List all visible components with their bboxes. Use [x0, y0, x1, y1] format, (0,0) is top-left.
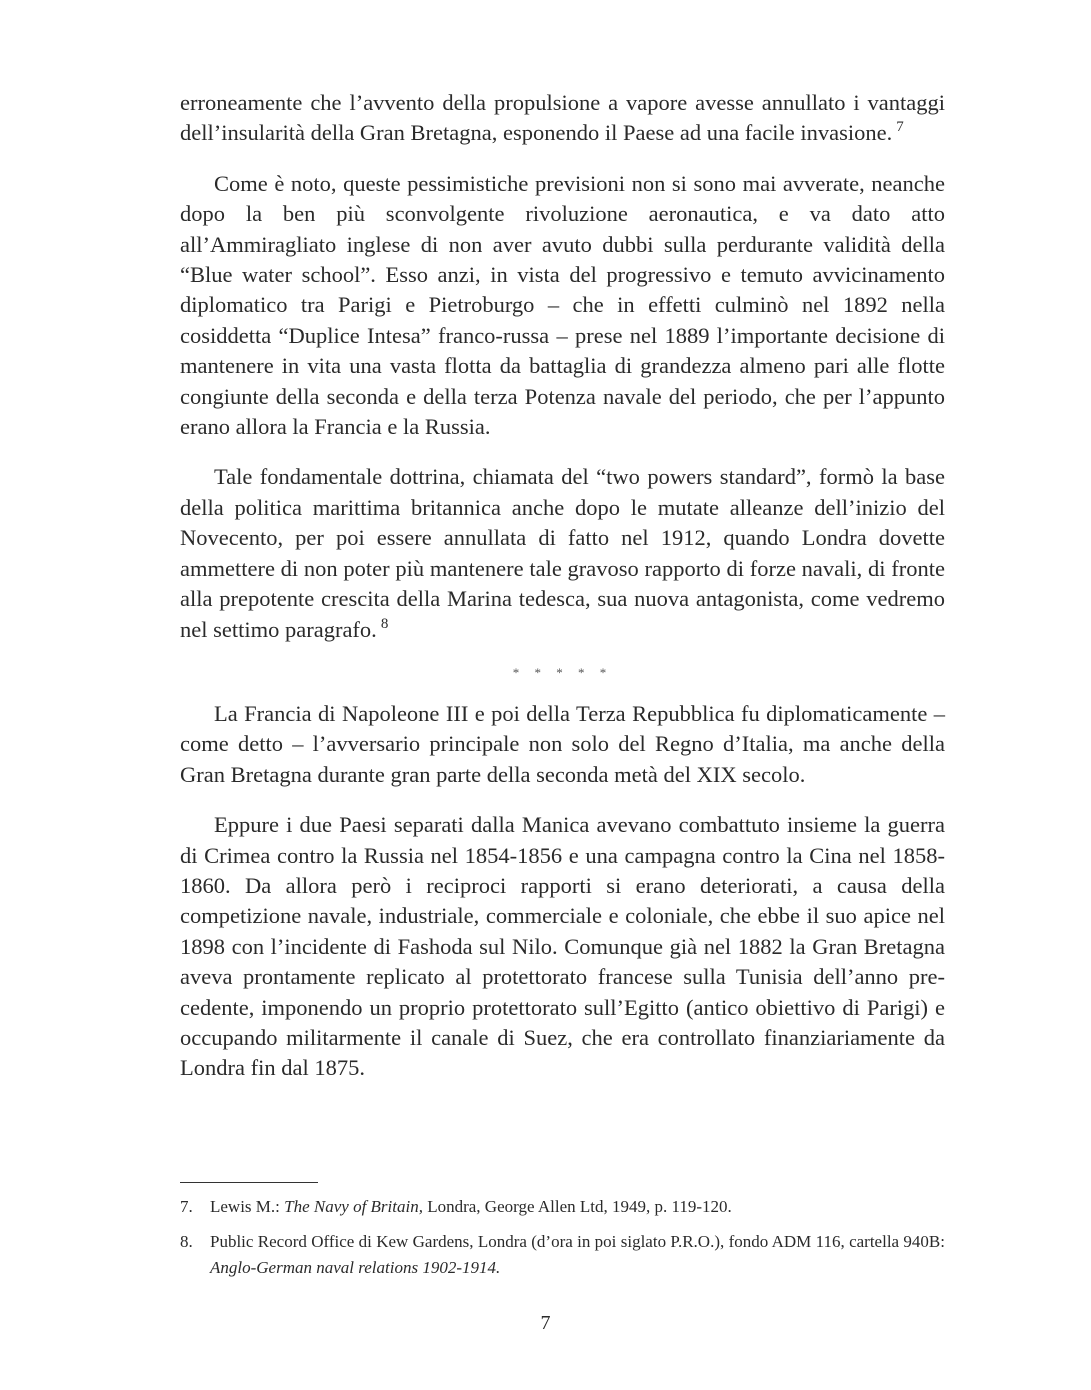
footnote-author: Lewis M.: — [210, 1197, 285, 1216]
paragraph-continued — [180, 88, 945, 149]
footnote-ref-7: 7 — [896, 119, 904, 136]
paragraph-text: La Francia di Napoleone III e poi della Terza Repubblica fu diplomaticamente – come detto – l’avversario principale non solo del Regno d’Italia, ma anche della Gran Bretagna durante gran parte della seconda metà del XIX secolo. — [180, 700, 945, 787]
footnote-divider — [180, 1182, 318, 1183]
footnote-title: Anglo-German naval relations 1902-1914. — [210, 1258, 501, 1277]
footnote-author: Public Record Office di Kew Gardens, Londra (d’ora in poi siglato P.R.O.), fondo ADM 116, cartella 940B: — [210, 1232, 945, 1251]
section-separator: * * * * * — [512, 664, 613, 680]
page-number: 7 — [540, 1312, 551, 1334]
document-body — [180, 88, 945, 1104]
footnote-7 — [180, 1194, 945, 1220]
paragraph — [180, 699, 945, 790]
paragraph — [180, 462, 945, 644]
paragraph — [180, 169, 945, 443]
footnote-ref-8: 8 — [380, 615, 389, 632]
footnote-details: Londra, George Allen Ltd, 1949, p. 119-120. — [422, 1197, 732, 1216]
footnote-title: The Navy of Britain, — [284, 1197, 423, 1216]
footnote-number: 8. — [180, 1232, 193, 1251]
footnotes — [180, 1194, 945, 1290]
paragraph-text: Eppure i due Paesi separati dalla Manica avevano combattuto insieme la guerra di Crimea contro la Russia nel 1854-1856 e una campagna contro la Cina nel 1858-1860. Da allora però i reciproci rapporti si erano deteriorati, a causa della competizione navale, industriale, commerciale e coloniale, che ebbe il suo apice nel 1898 con l’incidente di Fashoda sul Nilo. Comunque già nel 1882 la Gran Bretagna aveva prontamente replicato al protettorato francese sulla Tunisia dell’anno precedente, imponendo un proprio protettorato sull’Egitto (antico obiettivo di Parigi) e occupando militarmente il canale di Suez, che era controllato finanziariamente da Londra fin dal 1875. — [180, 812, 945, 1081]
paragraph-text: Tale fondamentale dottrina, chiamata del “two powers standard”, formò la base della politica marittima britannica anche dopo le mutate alleanze dell’inizio del Novecento, per poi essere annullata di fatto nel 1912, quando Londra dovette ammettere di non poter più mantenere tale gravoso rapporto di forze navali, di fronte alla prepotente crescita della Marina tedesca, sua nuova antagonista, come vedremo nel settimo paragrafo. — [180, 464, 945, 642]
paragraph — [180, 810, 945, 1084]
paragraph-text: erroneamente che l’avvento della propulsione a vapore avesse annullato i vantaggi dell’insularità della Gran Bretagna, esponendo il Paese ad una facile invasione. — [180, 90, 945, 146]
footnote-number: 7. — [180, 1197, 193, 1216]
paragraph-text: Come è noto, queste pessimistiche previsioni non si sono mai avverate, neanche dopo la ben più sconvolgente rivoluzione aeronautica, e va dato atto all’Ammiragliato inglese di non aver avuto dubbi sulla perdurante validità della “Blue water school”. Esso anzi, in vista del progressivo e temuto avvicinamento diplomatico tra Parigi e Pietroburgo – che in effetti culminò nel 1892 nella cosiddetta “Duplice Intesa” franco-russa – prese nel 1889 l’importante decisione di mantenere in vita una vasta flotta da battaglia di grandezza almeno pari alle flotte congiunte della seconda e della terza Potenza navale del periodo, che per l’appunto erano allora la Francia e la Russia. — [180, 170, 945, 440]
footnote-8 — [180, 1229, 945, 1281]
